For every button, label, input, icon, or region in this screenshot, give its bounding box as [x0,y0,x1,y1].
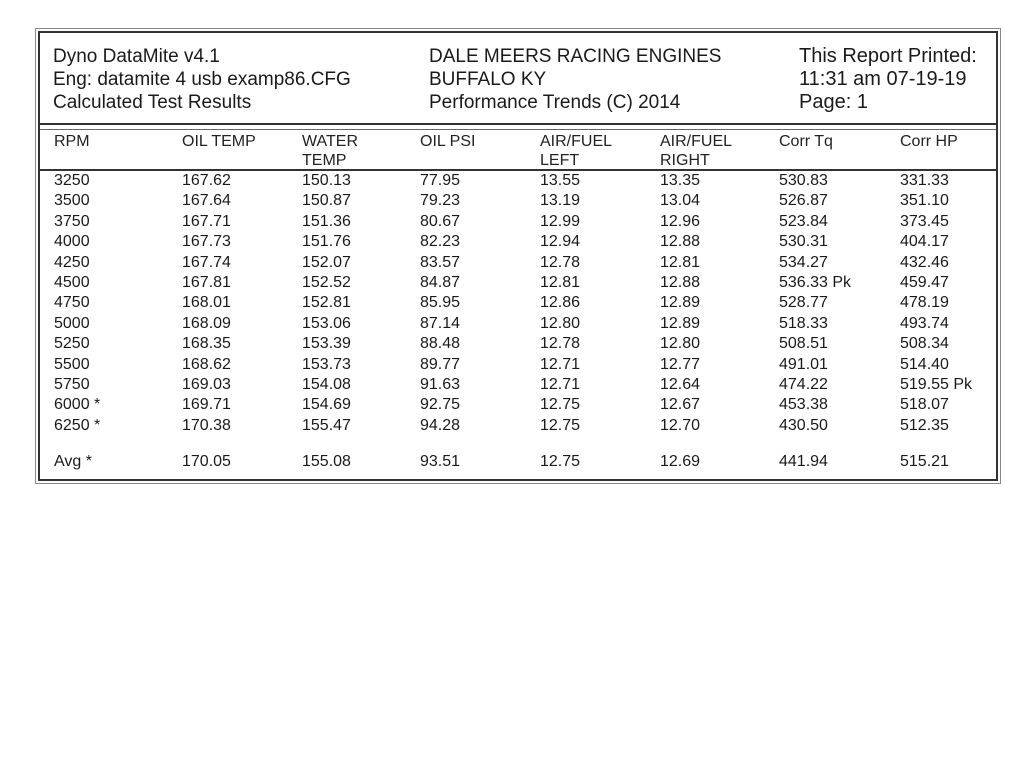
column-header-line2: LEFT [540,152,580,169]
column-header-air-fuel-right [660,132,732,170]
cell-air-fuel-right: 12.67 [660,396,701,414]
cell-oil-psi: 80.67 [420,212,461,230]
column-header-line2: RIGHT [660,152,710,169]
table-row [40,314,996,334]
avg-cell-corr-hp: 515.21 [900,453,949,471]
cell-air-fuel-left: 12.71 [540,375,581,393]
printed-time: 11:31 am 07-19-19 [799,68,967,90]
cell-oil-psi: 84.87 [420,273,461,291]
table-row [40,355,996,375]
cell-water-temp: 151.76 [302,233,351,251]
table-row [40,375,996,395]
cell-rpm: 4500 [54,273,90,291]
table-row [40,395,996,415]
cell-oil-psi: 89.77 [420,355,461,373]
cell-rpm: 4250 [54,253,90,271]
cell-oil-psi: 77.95 [420,172,461,189]
cell-oil-temp: 167.81 [182,273,231,291]
cell-rpm: 4000 [54,233,90,251]
cell-oil-temp: 169.03 [182,375,231,393]
cell-oil-psi: 88.48 [420,335,461,353]
cell-rpm: 6250 * [54,416,101,434]
cell-corr-hp: 493.74 [900,314,949,332]
cell-rpm: 3500 [54,192,90,210]
cell-oil-temp: 168.09 [182,314,231,332]
cell-oil-temp: 168.62 [182,355,231,373]
cell-water-temp: 150.13 [302,172,351,189]
column-header-water-temp [302,132,358,170]
column-header-line1: OIL PSI [420,133,476,150]
column-header-oil-psi [420,132,475,151]
table-body [40,171,996,436]
column-header-corr-tq [779,132,833,151]
table-row [40,171,996,191]
cell-oil-psi: 87.14 [420,314,461,332]
avg-cell-air-fuel-right: 12.69 [660,453,701,471]
header-left [53,45,351,114]
cell-corr-tq: 536.33 Pk [779,273,852,291]
cell-air-fuel-left: 12.75 [540,396,581,414]
average-row [40,452,996,474]
cell-air-fuel-left: 12.86 [540,294,581,312]
cell-water-temp: 153.39 [302,335,351,353]
company-name: DALE MEERS RACING ENGINES [429,46,722,67]
cell-oil-psi: 94.28 [420,416,461,434]
cell-corr-tq: 534.27 [779,253,828,271]
column-header-row [40,129,996,171]
table-row [40,191,996,211]
cell-air-fuel-right: 12.64 [660,375,701,393]
cell-air-fuel-left: 12.99 [540,212,581,230]
column-header-line1: AIR/FUEL [540,133,613,150]
column-header-oil-temp [182,132,256,151]
report-header [40,33,996,125]
cell-corr-hp: 459.47 [900,273,949,291]
cell-air-fuel-left: 13.19 [540,192,581,210]
company-location: BUFFALO KY [429,69,547,90]
cell-rpm: 6000 * [54,396,101,414]
column-header-rpm [54,132,90,151]
avg-cell-oil-psi: 93.51 [420,453,461,471]
table-row [40,293,996,313]
column-header-line1: Corr HP [900,133,958,150]
cell-corr-hp: 514.40 [900,355,949,373]
header-right [799,45,977,114]
table-row [40,273,996,293]
cell-air-fuel-right: 12.80 [660,335,701,353]
cell-air-fuel-right: 13.04 [660,192,701,210]
table-row [40,334,996,354]
cell-rpm: 5250 [54,335,90,353]
cell-oil-psi: 85.95 [420,294,461,312]
column-header-line1: RPM [54,133,90,150]
column-header-line1: OIL TEMP [182,133,256,150]
cell-corr-hp: 404.17 [900,233,949,251]
cell-air-fuel-right: 13.35 [660,172,701,189]
cell-rpm: 3250 [54,172,90,189]
table-row [40,416,996,436]
engine-config: Eng: datamite 4 usb examp86.CFG [53,69,351,90]
cell-air-fuel-right: 12.88 [660,233,701,251]
printed-label: This Report Printed: [799,45,977,67]
cell-water-temp: 150.87 [302,192,351,210]
cell-oil-psi: 91.63 [420,375,461,393]
cell-air-fuel-right: 12.96 [660,212,701,230]
results-table [40,129,996,474]
cell-rpm: 5750 [54,375,90,393]
cell-air-fuel-left: 12.78 [540,335,581,353]
cell-oil-psi: 82.23 [420,233,461,251]
cell-corr-tq: 523.84 [779,212,828,230]
cell-air-fuel-right: 12.70 [660,416,701,434]
cell-corr-hp: 331.33 [900,172,949,189]
cell-oil-psi: 79.23 [420,192,461,210]
page-number: Page: 1 [799,91,868,113]
cell-corr-tq: 491.01 [779,355,828,373]
cell-corr-hp: 518.07 [900,396,949,414]
cell-corr-tq: 530.31 [779,233,828,251]
cell-water-temp: 152.52 [302,273,351,291]
cell-corr-tq: 518.33 [779,314,828,332]
cell-corr-tq: 526.87 [779,192,828,210]
cell-water-temp: 154.69 [302,396,351,414]
cell-oil-psi: 83.57 [420,253,461,271]
cell-corr-tq: 430.50 [779,416,828,434]
table-row [40,232,996,252]
cell-air-fuel-left: 12.71 [540,355,581,373]
cell-rpm: 5500 [54,355,90,373]
cell-air-fuel-left: 13.55 [540,172,581,189]
cell-corr-hp: 519.55 Pk [900,375,973,393]
column-header-line2: TEMP [302,152,347,169]
avg-cell-rpm: Avg * [54,453,92,471]
cell-corr-hp: 373.45 [900,212,949,230]
cell-air-fuel-right: 12.89 [660,314,701,332]
cell-air-fuel-right: 12.88 [660,273,701,291]
header-middle [429,45,721,114]
cell-air-fuel-left: 12.81 [540,273,581,291]
cell-air-fuel-left: 12.94 [540,233,581,251]
cell-air-fuel-right: 12.89 [660,294,701,312]
cell-water-temp: 151.36 [302,212,351,230]
avg-cell-water-temp: 155.08 [302,453,351,471]
cell-oil-temp: 167.74 [182,253,231,271]
cell-corr-hp: 478.19 [900,294,949,312]
cell-oil-temp: 168.01 [182,294,231,312]
cell-water-temp: 153.06 [302,314,351,332]
cell-water-temp: 152.81 [302,294,351,312]
cell-water-temp: 154.08 [302,375,351,393]
cell-rpm: 3750 [54,212,90,230]
dyno-report [38,31,998,481]
table-row [40,253,996,273]
report-type: Calculated Test Results [53,92,252,113]
cell-oil-temp: 167.71 [182,212,231,230]
avg-cell-oil-temp: 170.05 [182,453,231,471]
cell-water-temp: 152.07 [302,253,351,271]
cell-air-fuel-left: 12.80 [540,314,581,332]
column-header-corr-hp [900,132,958,151]
cell-oil-psi: 92.75 [420,396,461,414]
cell-air-fuel-right: 12.77 [660,355,701,373]
software-version: Dyno DataMite v4.1 [53,46,220,67]
cell-corr-hp: 512.35 [900,416,949,434]
cell-oil-temp: 168.35 [182,335,231,353]
cell-air-fuel-left: 12.78 [540,253,581,271]
cell-corr-hp: 508.34 [900,335,949,353]
copyright: Performance Trends (C) 2014 [429,92,681,113]
cell-oil-temp: 167.62 [182,172,231,189]
avg-cell-air-fuel-left: 12.75 [540,453,581,471]
cell-corr-tq: 453.38 [779,396,828,414]
cell-oil-temp: 170.38 [182,416,231,434]
cell-water-temp: 153.73 [302,355,351,373]
column-header-air-fuel-left [540,132,612,170]
cell-corr-tq: 474.22 [779,375,828,393]
avg-cell-corr-tq: 441.94 [779,453,828,471]
cell-water-temp: 155.47 [302,416,351,434]
cell-corr-tq: 508.51 [779,335,828,353]
column-header-line1: WATER [302,133,358,150]
column-header-line1: Corr Tq [779,133,833,150]
cell-corr-hp: 432.46 [900,253,949,271]
cell-corr-hp: 351.10 [900,192,949,210]
table-row [40,212,996,232]
cell-oil-temp: 167.64 [182,192,231,210]
cell-rpm: 4750 [54,294,90,312]
cell-oil-temp: 167.73 [182,233,231,251]
cell-air-fuel-right: 12.81 [660,253,701,271]
cell-air-fuel-left: 12.75 [540,416,581,434]
cell-corr-tq: 530.83 [779,172,828,189]
cell-oil-temp: 169.71 [182,396,231,414]
column-header-line1: AIR/FUEL [660,133,733,150]
cell-rpm: 5000 [54,314,90,332]
cell-corr-tq: 528.77 [779,294,828,312]
